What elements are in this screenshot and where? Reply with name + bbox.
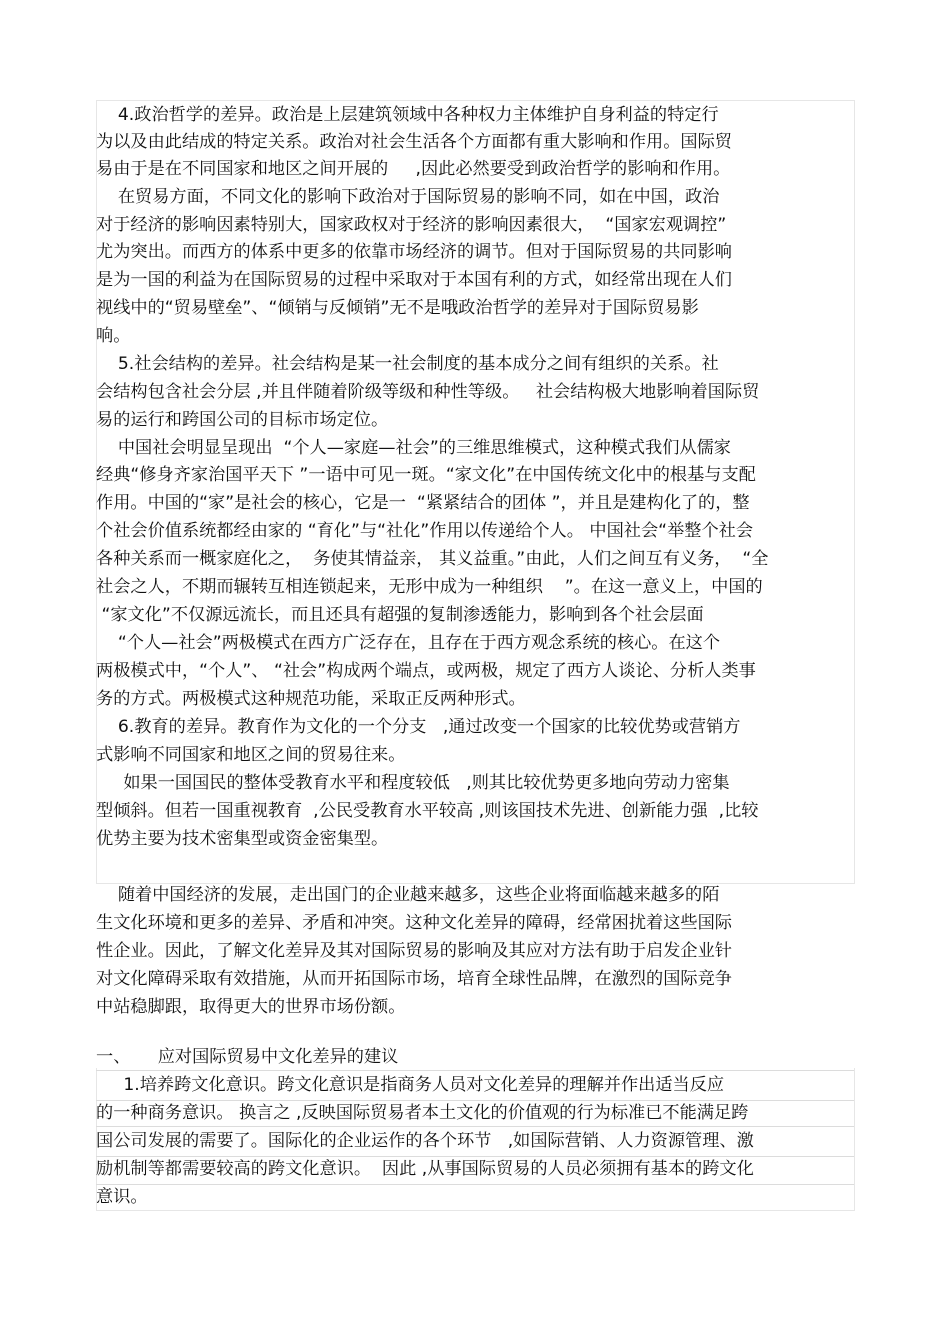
para-line: 性企业。因此，了解文化差异及其对国际贸易的影响及其应对方法有助于启发企业针 <box>96 941 732 961</box>
para-line: 社会之人，不期而辗转互相连锁起来，无形中成为一种组织 ”。在这一意义上，中国的 <box>96 577 763 597</box>
para-line: 国公司发展的需要了。国际化的企业运作的各个环节 ,如国际营销、人力资源管理、激 <box>96 1131 754 1151</box>
para-line: 式影响不同国家和地区之间的贸易往来。 <box>96 745 406 765</box>
para-line: 为以及由此结成的特定关系。政治对社会生活各个方面都有重大影响和作用。国际贸 <box>96 132 732 152</box>
para-line: 视线中的“贸易壁垒”、“倾销与反倾销”无不是哦政治哲学的差异对于国际贸易影 <box>96 298 699 318</box>
para-line: 中站稳脚跟，取得更大的世界市场份额。 <box>96 997 406 1017</box>
para-line: 两极模式中，“个人”、 “社会”构成两个端点，或两极，规定了西方人谈论、分析人类事 <box>96 661 756 681</box>
para-line: 6.教育的差异。教育作为文化的一个分支 ,通过改变一个国家的比较优势或营销方 <box>96 717 741 737</box>
para-line: 对于经济的影响因素特别大，国家政权对于经济的影响因素很大， “国家宏观调控” <box>96 215 727 235</box>
para-line: 易的运行和跨国公司的目标市场定位。 <box>96 410 389 430</box>
para-line: 随着中国经济的发展，走出国门的企业越来越多，这些企业将面临越来越多的陌 <box>96 885 720 905</box>
underline-rule <box>96 1070 854 1071</box>
para-line: 务的方式。两极模式这种规范功能，采取正反两种形式。 <box>96 689 526 709</box>
para-line: “个人—社会”两极模式在西方广泛存在，且存在于西方观念系统的核心。在这个 <box>96 633 721 653</box>
para-line: 励机制等都需要较高的跨文化意识。 因此 ,从事国际贸易的人员必须拥有基本的跨文化 <box>96 1159 754 1179</box>
para-line: 的一种商务意识。 换言之 ,反映国际贸易者本土文化的价值观的行为标准已不能满足跨 <box>96 1103 749 1123</box>
para-line: 作用。中国的“家”是社会的核心，它是一 “紧紧结合的团体 ”，并且是建构化了的，整 <box>96 493 750 513</box>
para-line: 尤为突出。而西方的体系中更多的依靠市场经济的调节。但对于国际贸易的共同影响 <box>96 242 732 262</box>
para-line: 5.社会结构的差异。社会结构是某一社会制度的基本成分之间有组织的关系。社 <box>96 354 719 374</box>
underline-rule <box>96 1184 854 1185</box>
para-line: “家文化”不仅源远流长，而且还具有超强的复制渗透能力，影响到各个社会层面 <box>96 605 704 625</box>
para-line: 如果一国国民的整体受教育水平和程度较低 ,则其比较优势更多地向劳动力密集 <box>96 773 730 793</box>
para-line: 型倾斜。但若一国重视教育 ,公民受教育水平较高 ,则该国技术先进、创新能力强 ,比较 <box>96 801 759 821</box>
para-line: 意识。 <box>96 1187 148 1207</box>
para-line: 各种关系而一概家庭化之， 务使其情益亲， 其义益重。”由此，人们之间互有义务， “全 <box>96 549 769 569</box>
para-line: 生文化环境和更多的差异、矛盾和冲突。这种文化差异的障碍，经常困扰着这些国际 <box>96 913 732 933</box>
para-line: 4.政治哲学的差异。政治是上层建筑领域中各种权力主体维护自身利益的特定行 <box>96 105 719 125</box>
para-line: 是为一国的利益为在国际贸易的过程中采取对于本国有利的方式，如经常出现在人们 <box>96 270 732 290</box>
section-heading: 一、 应对国际贸易中文化差异的建议 <box>96 1047 399 1067</box>
para-line: 响。 <box>96 326 131 346</box>
para-line: 经典“修身齐家治国平天下 ”一语中可见一斑。“家文化”在中国传统文化中的根基与支配 <box>96 465 756 485</box>
para-line: 会结构包含社会分层 ,并且伴随着阶级等级和种性等级。 社会结构极大地影响着国际贸 <box>96 382 760 402</box>
para-line: 易由于是在不同国家和地区之间开展的 ,因此必然要受到政治哲学的影响和作用。 <box>96 159 731 179</box>
para-line: 优势主要为技术密集型或资金密集型。 <box>96 829 389 849</box>
para-line: 在贸易方面，不同文化的影响下政治对于国际贸易的影响不同，如在中国，政治 <box>96 187 720 207</box>
para-line: 对文化障碍采取有效措施，从而开拓国际市场，培育全球性品牌，在激烈的国际竞争 <box>96 969 732 989</box>
para-line: 个社会价值系统都经由家的 “育化”与“社化”作用以传递给个人。 中国社会“举整个社会 <box>96 521 754 541</box>
para-line: 中国社会明显呈现出 “个人—家庭—社会”的三维思维模式，这种模式我们从儒家 <box>96 438 731 458</box>
underline-rule <box>96 1126 854 1127</box>
para-line: 1.培养跨文化意识。跨文化意识是指商务人员对文化差异的理解并作出适当反应 <box>96 1075 725 1095</box>
